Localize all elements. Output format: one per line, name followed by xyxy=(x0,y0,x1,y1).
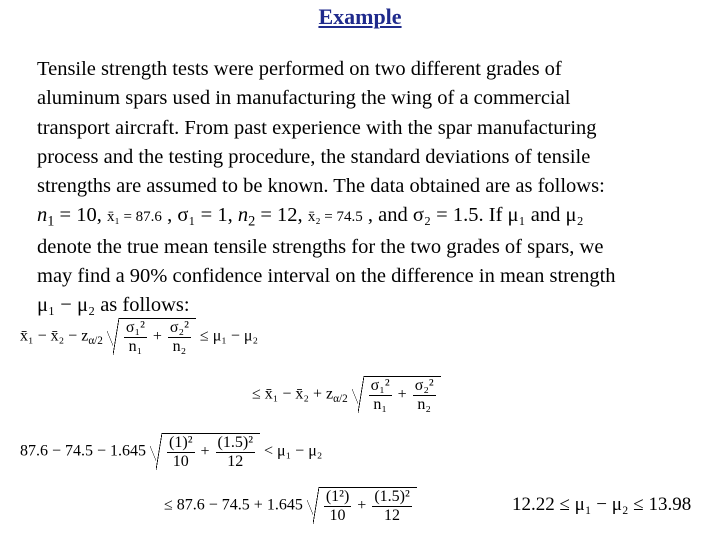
numerator: σ₁² xyxy=(125,319,145,336)
formula-text: ≤ x̄₁ − x̄₂ + z xyxy=(252,385,334,403)
fraction xyxy=(167,434,194,471)
text-run: , and σ₂ = 1.5. If μ₁ and μ₂ xyxy=(362,204,584,227)
formula-upper-bound xyxy=(252,376,441,414)
numerator: (1)² xyxy=(169,434,193,451)
fraction xyxy=(324,488,351,525)
fraction xyxy=(216,434,255,471)
fraction xyxy=(124,319,147,356)
n-symbol: n xyxy=(237,204,249,227)
confidence-interval-result: 12.22 ≤ μ₁ − μ₂ ≤ 13.98 xyxy=(512,494,692,515)
subscript: 2 xyxy=(248,213,256,230)
paragraph-line: aluminum spars used in manufacturing the wing of a commercial xyxy=(37,87,571,110)
subscript: 1 xyxy=(47,213,55,230)
numerator: (1.5)² xyxy=(217,434,253,451)
paragraph-line: strengths are assumed to be known. The data obtained are as follows: xyxy=(37,175,605,198)
formula-upper-numeric xyxy=(164,487,417,525)
slide-title: Example xyxy=(318,4,402,29)
formula-subscript: α/2 xyxy=(88,335,103,348)
sqrt-expression: $\frac{\text{σ₁²}}{\text{n₁}}$ + $\frac{\text{σ₂²}}{\text{n₂}}$ xyxy=(364,376,441,414)
formula-text: < μ₁ − μ₂ xyxy=(263,442,323,460)
fraction xyxy=(413,377,436,414)
fraction xyxy=(168,319,191,356)
numerator: σ₂² xyxy=(169,319,189,336)
xbar1-equation: x̄₁ = 87.6 xyxy=(106,209,162,226)
text-run: = 10, xyxy=(54,204,107,227)
formula-lower-bound xyxy=(20,318,258,356)
sqrt-expression: $\frac{\text{(1)²}}{10}$ + $\frac{\text{(1.5)²}}{12}$ xyxy=(162,433,260,471)
denominator: n₂ xyxy=(417,396,431,413)
paragraph-line: may find a 90% confidence interval on the difference in mean strength xyxy=(37,265,616,288)
fraction xyxy=(369,377,392,414)
denominator: n₁ xyxy=(373,396,387,413)
denominator: 10 xyxy=(172,453,189,470)
paragraph-line: process and the testing procedure, the standard deviations of tensile xyxy=(37,145,591,168)
numerator: σ₁² xyxy=(370,377,390,394)
denominator: 10 xyxy=(329,507,346,524)
xbar2-equation: x̄₂ = 74.5 xyxy=(307,209,363,226)
denominator: 12 xyxy=(227,453,244,470)
denominator: n₂ xyxy=(172,338,187,355)
problem-statement xyxy=(37,55,717,321)
sqrt-expression: $\frac{\text{(1²)}}{10}$ + $\frac{\text{(1.5)²}}{12}$ xyxy=(319,487,417,525)
denominator: n₁ xyxy=(128,338,143,355)
formula-text: ≤ 87.6 − 74.5 + 1.645 xyxy=(164,496,303,514)
denominator: 12 xyxy=(384,507,401,524)
formula-lower-numeric xyxy=(20,433,322,471)
formula-text: 87.6 − 74.5 − 1.645 xyxy=(20,442,147,460)
fraction xyxy=(372,488,411,525)
sqrt-expression: $\frac{\text{σ₁²}}{\text{n₁}}$ + $\frac{\text{σ₂²}}{\text{n₂}}$ xyxy=(119,318,196,356)
numerator: (1.5)² xyxy=(374,488,410,505)
formula-text: x̄₁ − x̄₂ − z xyxy=(20,327,89,345)
numerator: (1²) xyxy=(325,488,350,505)
paragraph-line: denote the true mean tensile strengths for the two grades of spars, we xyxy=(37,235,604,258)
formula-subscript: α/2 xyxy=(333,393,348,406)
text-run: , σ₁ = 1, xyxy=(161,204,238,227)
paragraph-line: μ₁ − μ₂ as follows: xyxy=(37,294,190,317)
formula-text: ≤ μ₁ − μ₂ xyxy=(199,327,259,345)
n-symbol: n xyxy=(37,204,48,227)
text-run: = 12, xyxy=(255,204,308,227)
paragraph-line: Tensile strength tests were performed on two different grades of xyxy=(37,58,562,80)
paragraph-line xyxy=(37,201,717,232)
paragraph-line: transport aircraft. From past experience with the spar manufacturing xyxy=(37,116,597,139)
numerator: σ₂² xyxy=(414,377,434,394)
